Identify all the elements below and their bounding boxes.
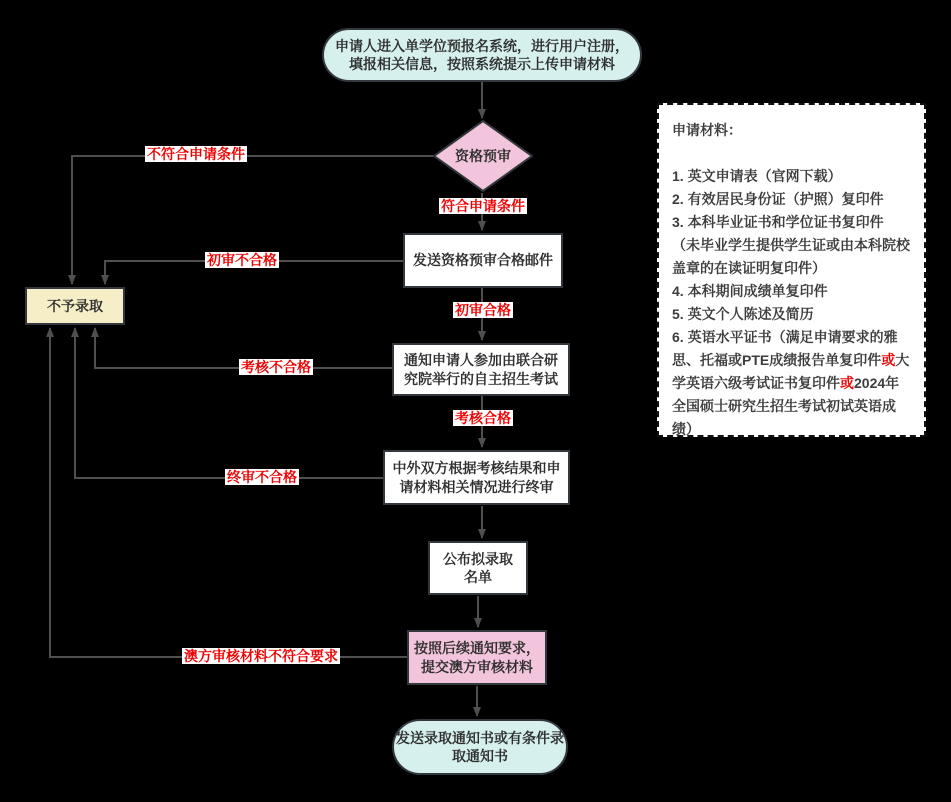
edge-final-to-reject <box>75 328 383 478</box>
materials-item-1: 1. 英文申请表（官网下载） <box>672 168 842 184</box>
edge-label-initial-pass: 初审合格 <box>455 302 511 318</box>
edge-label-exam-pass: 考核合格 <box>455 410 511 426</box>
node-send-email: 发送资格预审合格邮件 <box>403 233 563 288</box>
materials-item-6-part: 2024年全国硕士研究生招生考试初试英语成绩） <box>672 375 900 437</box>
edge-label-final-fail: 终审不合格 <box>227 469 297 485</box>
node-reject: 不予录取 <box>25 287 125 325</box>
edge-label-initial-fail: 初审不合格 <box>207 252 277 268</box>
node-precheck-diamond <box>433 120 533 192</box>
node-final-review: 中外双方根据考核结果和申请材料相关情况进行终审 <box>383 450 570 505</box>
materials-item-3: 3. 本科毕业证书和学位证书复印件（未毕业学生提供学生证或由本科院校盖章的在读证明复印件） <box>672 214 910 276</box>
materials-item-4: 4. 本科期间成绩单复印件 <box>672 283 828 299</box>
edge-label-aus-fail: 澳方审核材料不符合要求 <box>184 648 338 664</box>
node-precheck-label: 资格预审 <box>455 148 511 164</box>
materials-item-5: 5. 英文个人陈述及简历 <box>672 306 814 322</box>
edge-submit-to-reject <box>50 328 407 657</box>
edge-label-exam-fail: 考核不合格 <box>241 359 311 375</box>
materials-item-6 <box>672 326 911 441</box>
edge-label-not-eligible: 不符合申请条件 <box>147 146 245 162</box>
materials-item-6-or: 或 <box>840 375 854 391</box>
materials-item-6-part: 6. 英语水平证书（满足申请要求的雅思、托福或PTE成绩报告单复印件 <box>672 329 898 368</box>
node-announce-list: 公布拟录取名单 <box>428 541 528 595</box>
materials-item-6-part: 大学英语六级考试证书复印件 <box>672 352 910 391</box>
node-offer-letter: 发送录取通知书或有条件录取通知书 <box>392 719 568 775</box>
materials-title: 申请材料： <box>672 122 742 138</box>
node-exam: 通知申请人参加由联合研究院举行的自主招生考试 <box>392 343 570 396</box>
materials-item-6-or: 或 <box>881 352 896 368</box>
node-start-register: 申请人进入单学位预报名系统，进行用户注册，填报相关信息，按照系统提示上传申请材料 <box>322 28 642 82</box>
materials-panel <box>657 103 926 437</box>
materials-item-2: 2. 有效居民身份证（护照）复印件 <box>672 191 884 207</box>
edge-label-eligible: 符合申请条件 <box>441 198 525 214</box>
node-submit-aus-materials: 按照后续通知要求，提交澳方审核材料 <box>407 630 547 685</box>
